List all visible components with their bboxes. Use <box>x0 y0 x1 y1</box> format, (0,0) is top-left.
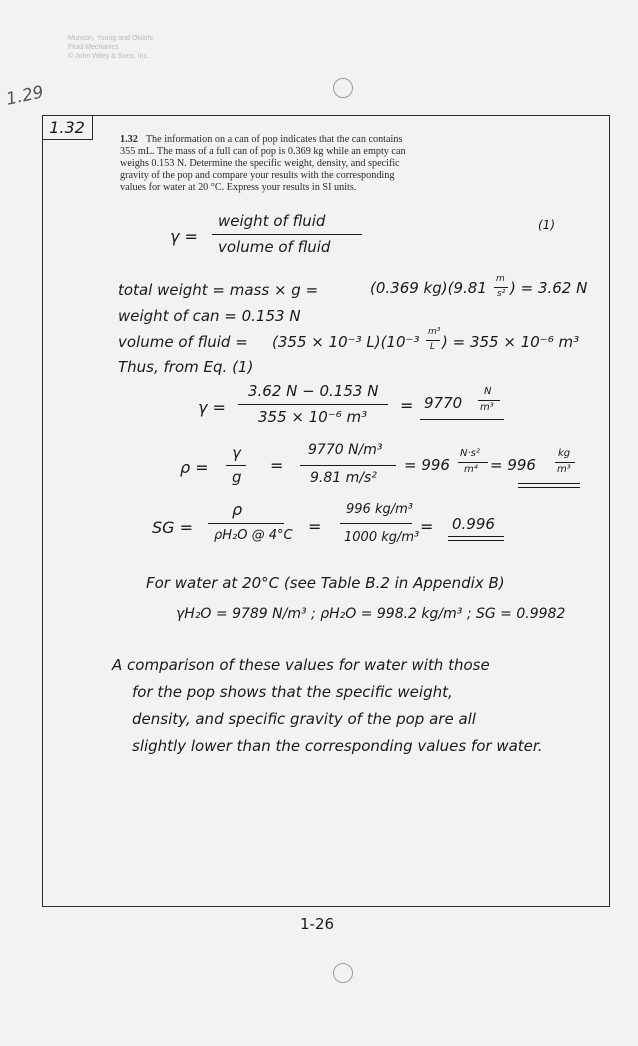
comparison-line-3: density, and specific gravity of the pop are all <box>132 710 476 728</box>
water-reference-line: For water at 20°C (see Table B.2 in Appendix B) <box>146 574 505 592</box>
rho-result-1: = 996 <box>404 456 450 474</box>
volume-label: volume of fluid = <box>118 333 248 351</box>
answer-underline <box>448 540 504 541</box>
equals-sign: = <box>308 517 322 536</box>
sg-denominator: 1000 kg/m³ <box>344 530 420 545</box>
answer-underline <box>420 419 504 420</box>
unit-numerator: m³ <box>428 327 441 337</box>
total-weight-expr: (0.369 kg)(9.81 <box>370 279 487 297</box>
equals-sign: = <box>420 517 434 536</box>
answer-underline <box>518 487 580 488</box>
water-values: γH₂O = 9789 N/m³ ; ρH₂O = 998.2 kg/m³ ; SG = 0.9982 <box>176 606 566 622</box>
faint-header-line: © John Wiley & Sons, Inc. <box>68 53 150 60</box>
unit-numerator: N·s² <box>460 448 480 459</box>
unit-denominator: m³ <box>557 464 571 475</box>
comparison-line-4: slightly lower than the corresponding values for water. <box>132 737 543 755</box>
total-weight-label: total weight = mass × g = <box>118 281 319 299</box>
unit-denominator: m⁴ <box>464 464 478 475</box>
sg-frac-numerator: ρ <box>232 500 243 519</box>
page-number: 1-26 <box>300 915 335 933</box>
binder-hole-top <box>333 78 353 98</box>
problem-statement <box>120 134 408 194</box>
fraction-bar <box>238 404 388 405</box>
fraction-bar <box>208 523 284 524</box>
rho-result-2: = 996 <box>490 456 536 474</box>
sg-numerator: 996 kg/m³ <box>346 502 413 517</box>
fraction-bar <box>426 340 440 341</box>
sg-frac-denominator: ρH₂O @ 4°C <box>214 528 293 543</box>
unit-numerator: N <box>484 386 492 397</box>
unit-denominator: m³ <box>480 402 494 413</box>
fraction-bar <box>478 400 500 401</box>
answer-underline <box>518 483 580 484</box>
fraction-bar <box>458 462 488 463</box>
equals-sign: = <box>400 396 414 415</box>
gamma-result: 9770 <box>424 394 463 412</box>
unit-denominator: L <box>430 342 436 352</box>
unit-denominator: s² <box>497 289 506 299</box>
problem-tab: 1.32 <box>42 115 93 140</box>
fraction-bar <box>212 234 362 235</box>
unit-numerator: m <box>496 274 505 284</box>
rho-lhs: ρ = <box>180 458 209 477</box>
equation-tag: (1) <box>538 218 555 232</box>
faint-header <box>68 34 153 61</box>
fraction-bar <box>340 523 412 524</box>
faint-header-line: Fluid Mechanics <box>68 44 119 51</box>
gamma-symbol: γ = <box>170 227 198 246</box>
gamma-calc-denominator: 355 × 10⁻⁶ m³ <box>258 408 368 426</box>
rho-frac-denominator: g <box>232 468 242 486</box>
problem-text: The information on a can of pop indicates that the can contains 355 mL. The mass of a full can of pop is 0.369 kg while an empty can weighs 0.153 N. Determine the specific weight, density, and specific gravity of the pop and compare your results with the corresponding values for water at 20 °C. Express your results in SI units. <box>120 134 406 193</box>
gamma-lhs: γ = <box>198 398 226 417</box>
rho-frac-numerator: γ <box>232 444 241 462</box>
binder-hole-bottom <box>333 963 353 983</box>
answer-underline <box>448 536 504 537</box>
volume-expr: (355 × 10⁻³ L)(10⁻³ <box>272 333 420 351</box>
problem-number: 1.32 <box>120 134 138 145</box>
weight-of-can: weight of can = 0.153 N <box>118 307 301 325</box>
equals-sign: = <box>270 456 284 475</box>
gamma-denominator: volume of fluid <box>218 238 331 256</box>
fraction-bar <box>300 465 396 466</box>
fraction-bar <box>494 287 508 288</box>
thus-line: Thus, from Eq. (1) <box>118 358 254 376</box>
faint-header-line: Munson, Young and Okiishi <box>68 35 153 42</box>
total-weight-result: ) = 3.62 N <box>510 279 588 297</box>
old-problem-number: 1.29 <box>4 82 46 110</box>
fraction-bar <box>555 462 575 463</box>
gamma-numerator: weight of fluid <box>218 212 326 230</box>
unit-numerator: kg <box>558 448 571 459</box>
comparison-line-1: A comparison of these values for water with those <box>112 656 490 674</box>
sg-result: 0.996 <box>452 515 495 533</box>
fraction-bar <box>226 465 246 466</box>
comparison-line-2: for the pop shows that the specific weight, <box>132 683 453 701</box>
gamma-calc-numerator: 3.62 N − 0.153 N <box>248 382 379 400</box>
sg-lhs: SG = <box>152 518 194 537</box>
rho-numerator: 9770 N/m³ <box>308 442 383 458</box>
volume-result: ) = 355 × 10⁻⁶ m³ <box>442 333 580 351</box>
rho-denominator: 9.81 m/s² <box>310 470 377 486</box>
